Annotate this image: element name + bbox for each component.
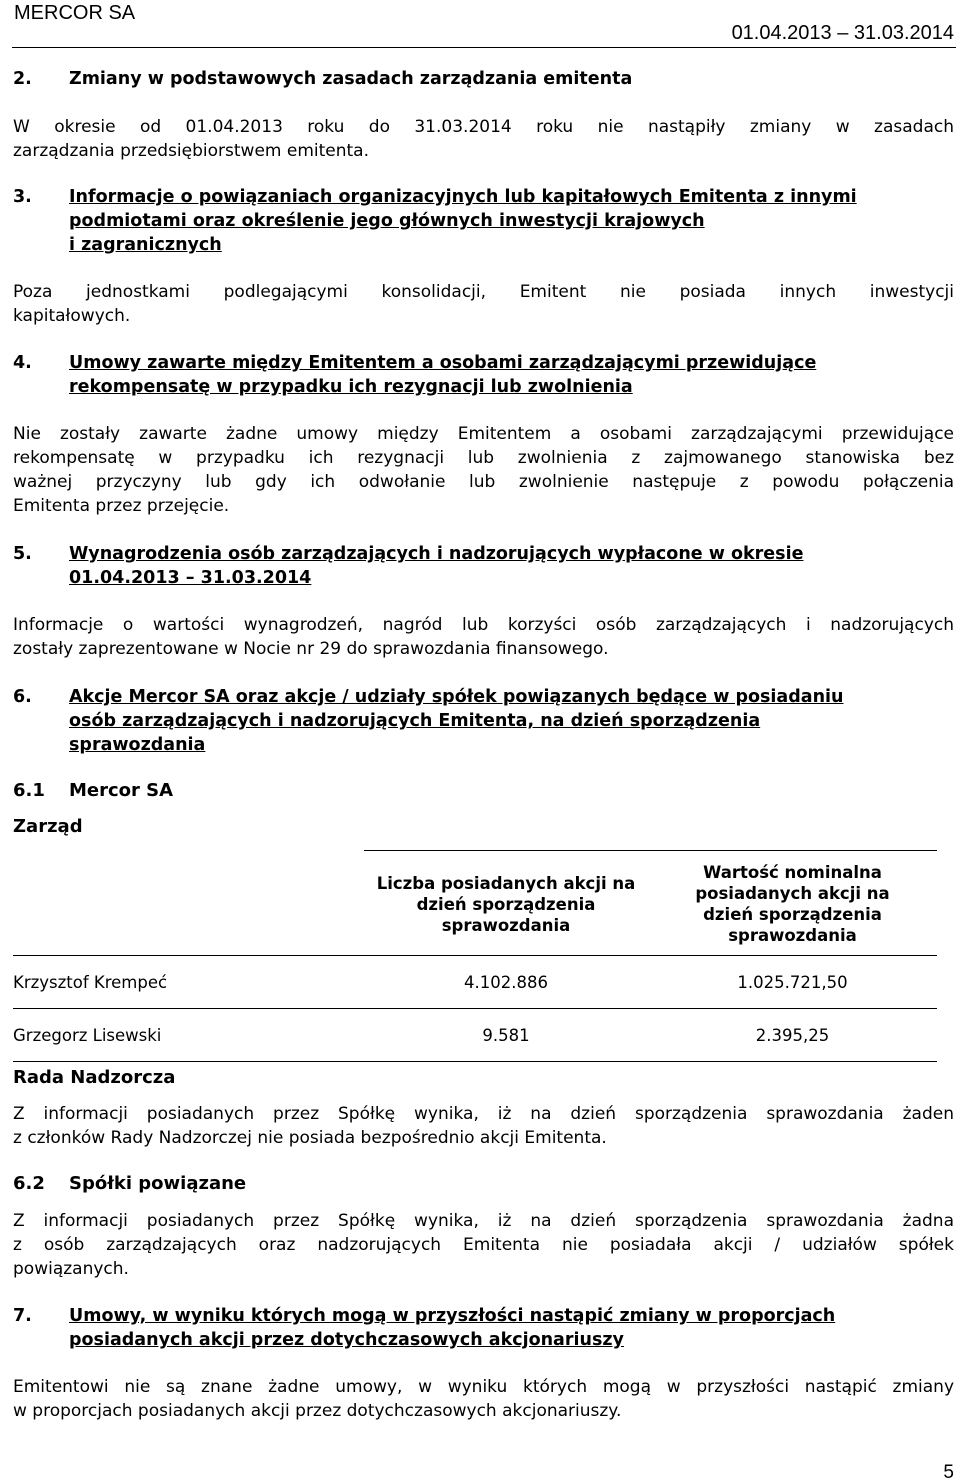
section-6-title-line: sprawozdania xyxy=(69,735,206,755)
table-cell-name: Krzysztof Krempeć xyxy=(13,956,364,1009)
supervisory-line: z członków Rady Nadzorczej nie posiada bezpośrednio akcji Emitenta. xyxy=(13,1128,607,1148)
section-7-title-line: posiadanych akcji przez dotychczasowych akcjonariuszy xyxy=(69,1330,624,1350)
subsection-6-2-title: Spółki powiązane xyxy=(69,1173,247,1194)
shares-table xyxy=(13,850,937,1062)
supervisory-board-label: Rada Nadzorcza xyxy=(13,1067,176,1088)
subsection-6-1-title: Mercor SA xyxy=(69,780,174,801)
section-3-title-line: Informacje o powiązaniach organizacyjnych lub kapitałowych Emitenta z innymi xyxy=(69,187,857,207)
table-header-name xyxy=(13,851,364,956)
page-number: 5 xyxy=(943,1462,954,1483)
section-5-title-line: 01.04.2013 – 31.03.2014 xyxy=(69,568,312,588)
section-7-body xyxy=(13,1375,954,1423)
subsection-6-2-line: z osób zarządzających oraz nadzorujących Emitenta nie posiadała akcji / udziałów spółek xyxy=(13,1235,954,1255)
subsection-6-2-line: powiązanych. xyxy=(13,1259,129,1279)
subsection-6-2-body xyxy=(13,1209,954,1281)
table-header-value: Wartość nominalna posiadanych akcji na dzień sporządzenia sprawozdania xyxy=(648,851,937,956)
section-4-line: rekompensatę w przypadku ich rezygnacji lub zwolnienia z zajmowanego stanowiska bez xyxy=(13,448,954,468)
header-period: 01.04.2013 – 31.03.2014 xyxy=(731,22,954,44)
table-row xyxy=(13,956,937,1009)
table-cell-shares: 4.102.886 xyxy=(364,956,648,1009)
section-5-line: zostały zaprezentowane w Nocie nr 29 do sprawozdania finansowego. xyxy=(13,639,609,659)
section-4-title-line: Umowy zawarte między Emitentem a osobami zarządzającymi przewidujące xyxy=(69,353,817,373)
section-7-title xyxy=(69,1304,954,1352)
section-7-line: w proporcjach posiadanych akcji przez dotychczasowych akcjonariuszy. xyxy=(13,1401,622,1421)
section-3-line: Poza jednostkami podlegającymi konsolidacji, Emitent nie posiada innych inwestycji xyxy=(13,282,954,302)
table-cell-shares: 9.581 xyxy=(364,1009,648,1062)
section-2-line: W okresie od 01.04.2013 roku do 31.03.2014 roku nie nastąpiły zmiany w zasadach xyxy=(13,117,954,137)
section-3-body xyxy=(13,280,954,328)
section-5-number: 5. xyxy=(13,544,32,564)
board-label: Zarząd xyxy=(13,816,83,837)
section-4-number: 4. xyxy=(13,353,32,373)
section-4-line: Nie zostały zawarte żadne umowy między Emitentem a osobami zarządzającymi przewidujące xyxy=(13,424,954,444)
section-4-line: ważnej przyczyny lub gdy ich odwołanie lub zwolnienie następuje z powodu połączenia xyxy=(13,472,954,492)
table-cell-value: 2.395,25 xyxy=(648,1009,937,1062)
section-3-title-line: podmiotami oraz określenie jego głównych inwestycji krajowych xyxy=(69,211,705,231)
header-divider xyxy=(12,47,956,48)
section-4-line: Emitenta przez przejęcie. xyxy=(13,496,230,516)
section-2-title: Zmiany w podstawowych zasadach zarządzania emitenta xyxy=(69,69,633,89)
section-2-body xyxy=(13,115,954,163)
table-cell-value: 1.025.721,50 xyxy=(648,956,937,1009)
section-4-title-line: rekompensatę w przypadku ich rezygnacji lub zwolnienia xyxy=(69,377,633,397)
section-3-title-line: i zagranicznych xyxy=(69,235,222,255)
section-5-title xyxy=(69,542,954,590)
section-5-body xyxy=(13,613,954,661)
section-7-heading xyxy=(13,1304,954,1352)
supervisory-line: Z informacji posiadanych przez Spółkę wynika, iż na dzień sporządzenia sprawozdania żaden xyxy=(13,1104,954,1124)
subsection-6-2-line: Z informacji posiadanych przez Spółkę wynika, iż na dzień sporządzenia sprawozdania żadna xyxy=(13,1211,954,1231)
section-2-line: zarządzania przedsiębiorstwem emitenta. xyxy=(13,141,369,161)
table-row xyxy=(13,1009,937,1062)
section-3-line: kapitałowych. xyxy=(13,306,131,326)
section-4-title xyxy=(69,351,954,399)
section-3-number: 3. xyxy=(13,187,32,207)
section-6-heading xyxy=(13,685,954,757)
subsection-6-2-number: 6.2 xyxy=(13,1173,45,1194)
supervisory-body xyxy=(13,1102,954,1150)
section-4-heading xyxy=(13,351,954,399)
section-5-title-line: Wynagrodzenia osób zarządzających i nadzorujących wypłacone w okresie xyxy=(69,544,804,564)
section-3-title xyxy=(69,185,954,257)
section-6-title-line: Akcje Mercor SA oraz akcje / udziały spółek powiązanych będące w posiadaniu xyxy=(69,687,844,707)
section-7-title-line: Umowy, w wyniku których mogą w przyszłości nastąpić zmiany w proporcjach xyxy=(69,1306,836,1326)
section-5-heading xyxy=(13,542,954,590)
table-cell-name: Grzegorz Lisewski xyxy=(13,1009,364,1062)
header-company: MERCOR SA xyxy=(14,2,136,24)
section-7-line: Emitentowi nie są znane żadne umowy, w wyniku których mogą w przyszłości nastąpić zmiany xyxy=(13,1377,954,1397)
section-7-number: 7. xyxy=(13,1306,32,1326)
section-2-number: 2. xyxy=(13,69,32,89)
section-4-body xyxy=(13,422,954,518)
section-6-title-line: osób zarządzających i nadzorujących Emitenta, na dzień sporządzenia xyxy=(69,711,761,731)
section-3-heading xyxy=(13,185,954,257)
table-header-shares: Liczba posiadanych akcji na dzień sporządzenia sprawozdania xyxy=(364,851,648,956)
section-6-title xyxy=(69,685,954,757)
table-header-row xyxy=(13,851,937,956)
section-2-heading xyxy=(13,67,954,91)
section-6-number: 6. xyxy=(13,687,32,707)
section-5-line: Informacje o wartości wynagrodzeń, nagród lub korzyści osób zarządzających i nadzorujących xyxy=(13,615,954,635)
subsection-6-1-number: 6.1 xyxy=(13,780,45,801)
